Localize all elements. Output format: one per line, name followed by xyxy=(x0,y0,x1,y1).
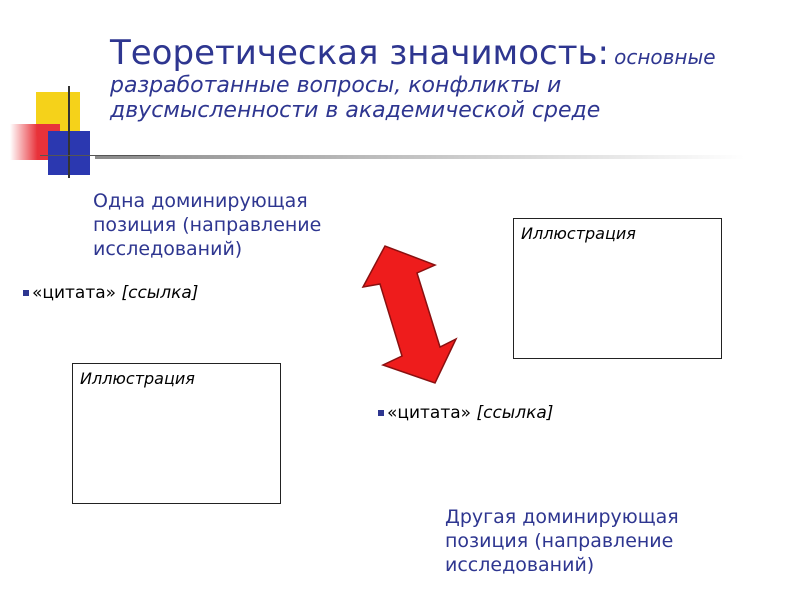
quote-left-text: «цитата» xyxy=(32,283,117,303)
decor-horizontal-line xyxy=(40,155,160,156)
arrow-shape xyxy=(363,246,456,383)
position-top-line1: Одна доминирующая xyxy=(93,190,308,212)
illustration-bottom-left-label: Иллюстрация xyxy=(80,369,195,388)
quote-right-ref: [ссылка] xyxy=(476,403,554,423)
quote-right-text: «цитата» xyxy=(387,403,472,423)
title-sub-line2: разработанные вопросы, конфликты и xyxy=(110,73,562,99)
position-top-line3: исследований) xyxy=(93,238,243,261)
quote-right xyxy=(378,403,553,423)
title-main: Теоретическая значимость: xyxy=(110,33,609,73)
title-sub-line3: двусмысленности в академической среде xyxy=(110,98,601,124)
quote-left-ref: [ссылка] xyxy=(121,283,199,303)
illustration-top-right xyxy=(513,218,722,359)
illustration-top-right-label: Иллюстрация xyxy=(521,224,636,243)
quote-left xyxy=(23,283,198,303)
decor-vertical-line xyxy=(68,86,70,178)
title-underline xyxy=(95,155,745,159)
bullet-icon xyxy=(23,290,29,296)
position-top-text xyxy=(93,189,343,261)
position-bottom-text xyxy=(445,505,705,577)
position-bottom-line3: исследований) xyxy=(445,554,595,577)
slide-title xyxy=(110,34,770,124)
bullet-icon xyxy=(378,410,384,416)
position-bottom-line1: Другая доминирующая xyxy=(445,506,679,528)
position-bottom-line2: позиция (направление xyxy=(445,530,674,553)
position-top-line2: позиция (направление xyxy=(93,214,322,237)
illustration-bottom-left xyxy=(72,363,281,504)
double-headed-arrow-icon xyxy=(355,240,465,390)
title-sub-line1: основные xyxy=(614,45,716,69)
